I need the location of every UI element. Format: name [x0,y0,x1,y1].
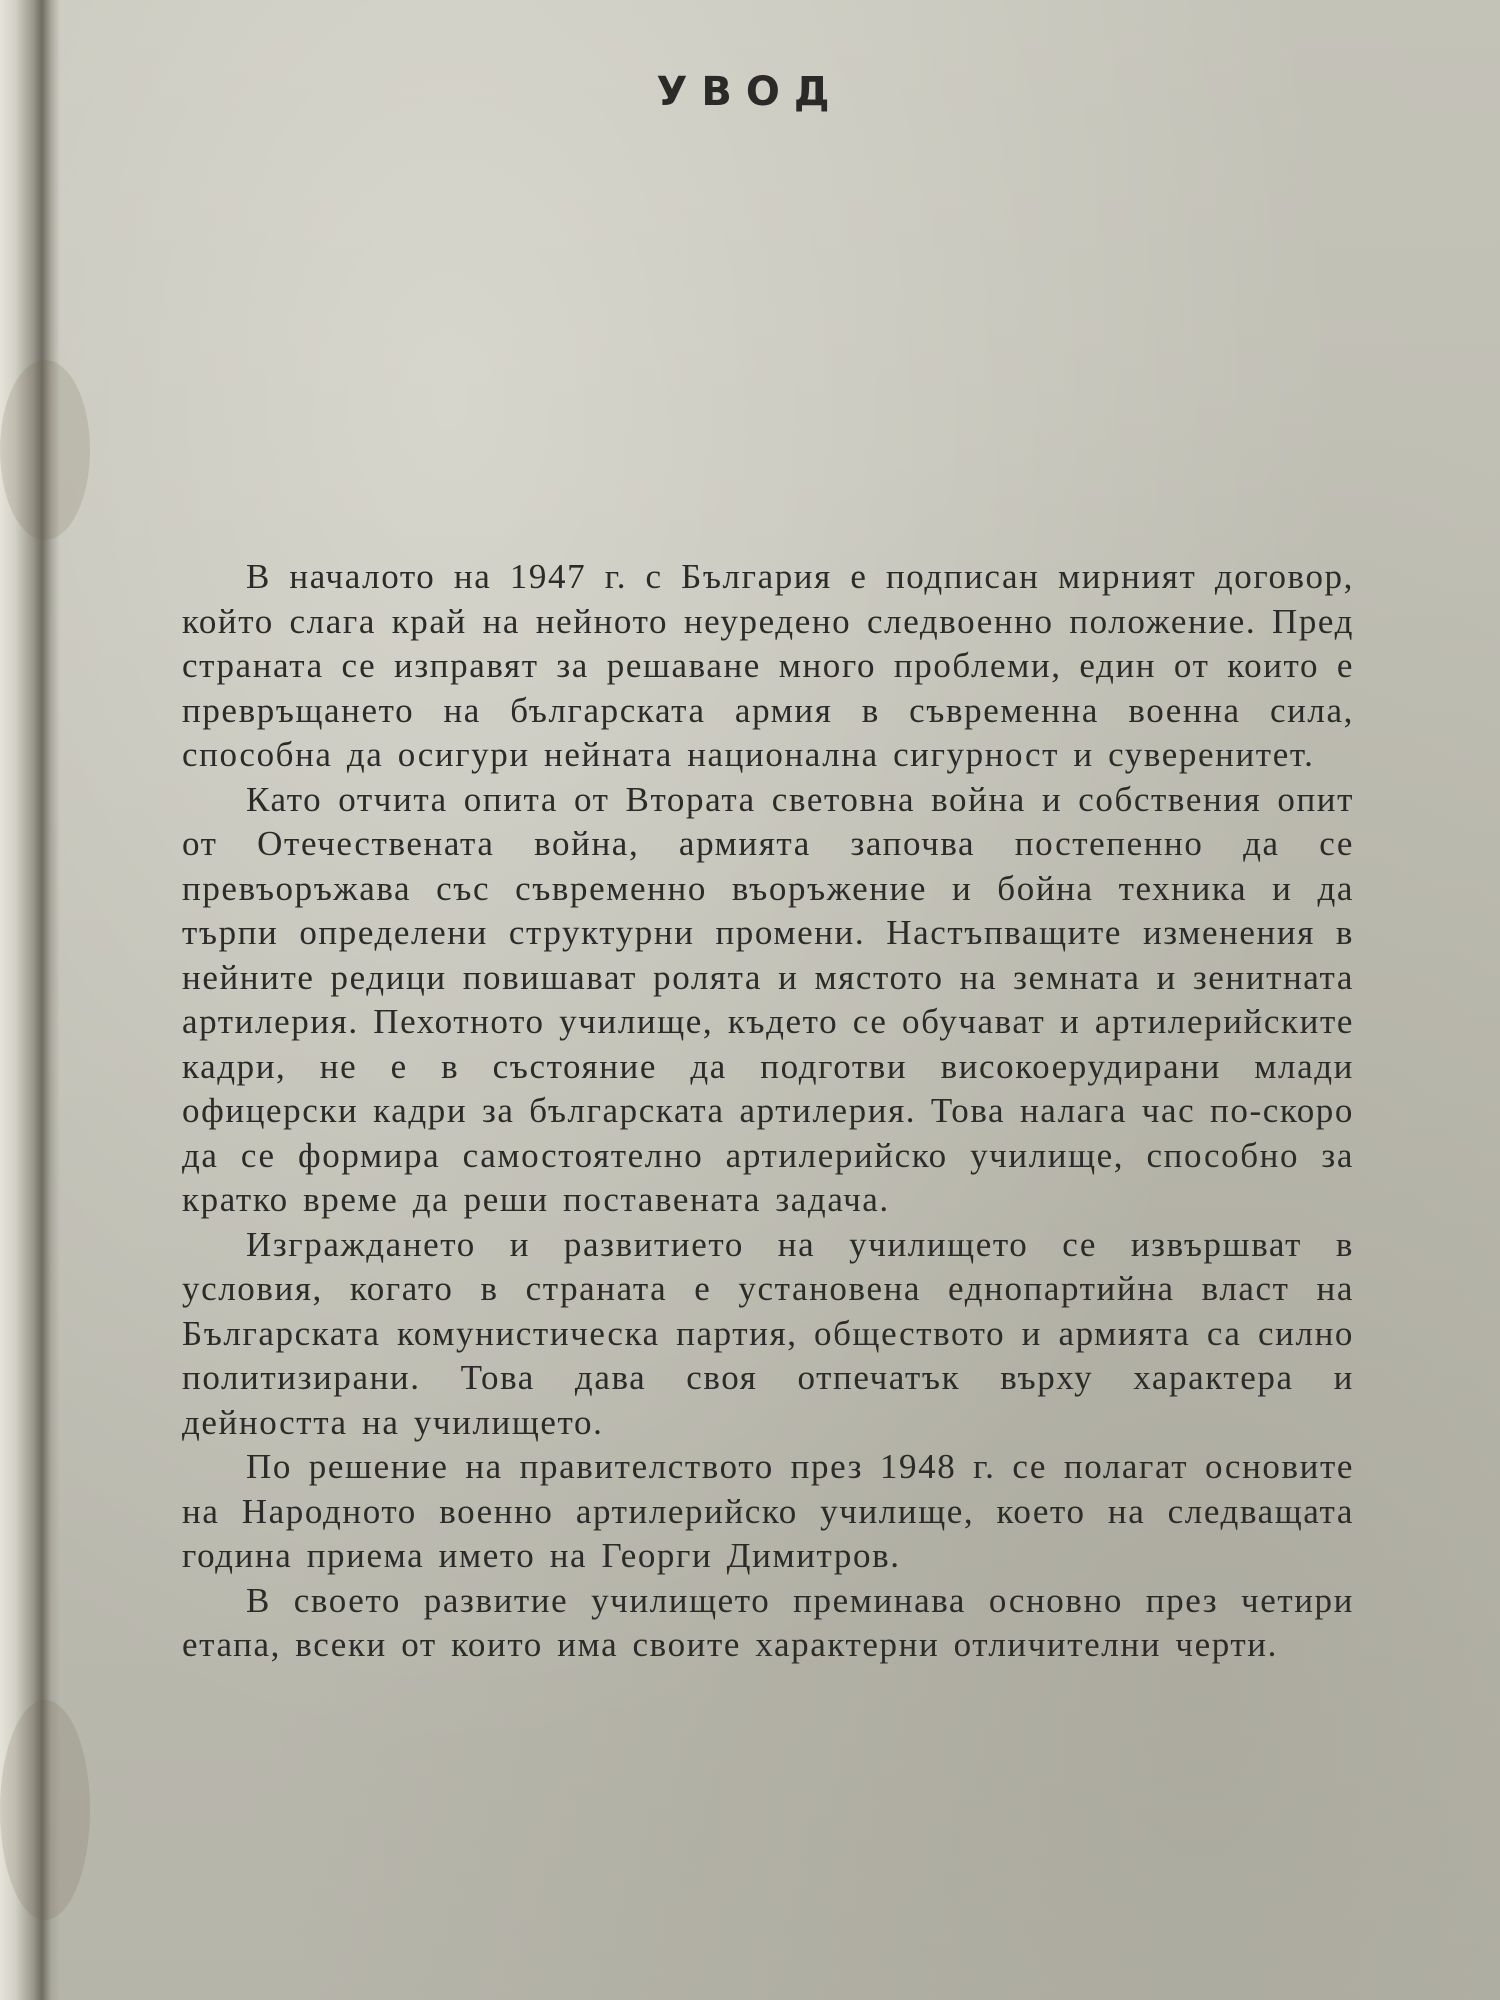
paragraph: По решение на правителството през 1948 г. се полагат основите на Народното военно артилерийско училище, което на следващата година приема името на Георги Димитров. [182,1447,1354,1575]
chapter-title: УВОД [656,68,844,115]
page-stain [0,1700,90,1920]
paragraph: В своето развитие училището преминава основно през четири етапа, всеки от които има своите характерни отличителни черти. [182,1580,1354,1664]
paragraph: В началото на 1947 г. с България е подписан мирният договор, който слага край на нейното неуредено следвоенно положение. Пред страната се изправят за решаване много проблеми, един от които е превръщането на българската армия в съвременна военна сила, способна да осигури нейната национална сигурност и суверенитет. [182,557,1354,774]
body-text [182,555,1354,1668]
paragraph: Като отчита опита от Втората световна война и собствения опит от Отечествената война, армията започва постепенно да се превъоръжава със съвременно въоръжение и бойна техника и да търпи определени структурни промени. Настъпващите изменения в нейните редици повишават ролята и мястото на земната и зенитната артилерия. Пехотното училище, където се обучават и артилерийските кадри, не е в състояние да подготви високоерудирани млади офицерски кадри за българската артилерия. Това налага час по-скоро да се формира самостоятелно артилерийско училище, способно за кратко време да реши поставената задача. [182,779,1354,1219]
page-stain [0,360,90,540]
paragraph: Изграждането и развитието на училището се извършват в условия, когато в страната е установена еднопартийна власт на Българската комунистическа партия, обществото и армията са силно политизирани. Това дава своя отпечатък върху характера и дейността на училището. [182,1224,1354,1442]
